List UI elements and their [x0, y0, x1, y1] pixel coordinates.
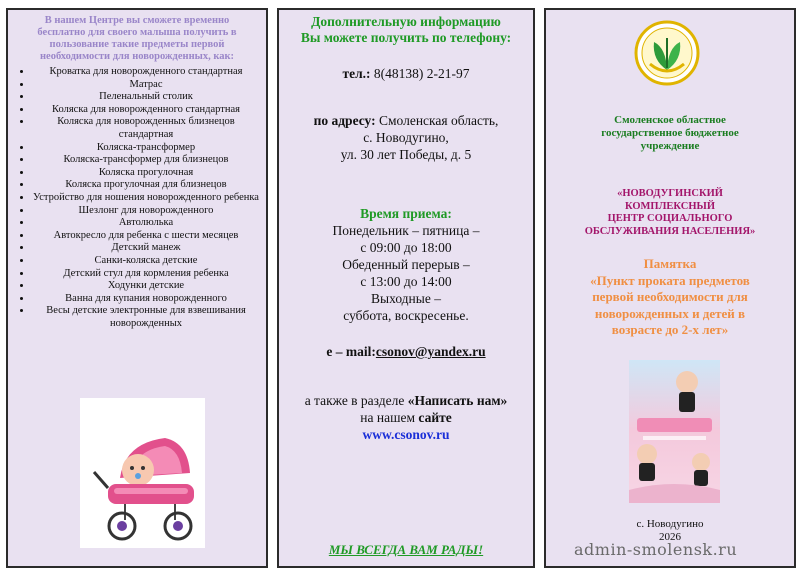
rental-item: • Автокресло для ребенка с шести месяцев: [32, 230, 260, 243]
rental-item: • Коляска для новорожденного стандартная: [32, 104, 260, 117]
center-line1: «НОВОДУГИНСКИЙ: [617, 188, 723, 199]
intro-text: В нашем Центре вы сможете временно бесплатно для своего малыша получить в пользование такие предметы первой необходимости для новорожденных, как:: [37, 15, 237, 62]
site-link[interactable]: www.csonov.ru: [362, 427, 450, 442]
footer-year: 2026: [659, 531, 681, 543]
rental-item: • Детский стул для кормления ребенка: [32, 268, 260, 281]
baby-stroller-illustration: [80, 398, 205, 548]
hours-line4: с 13:00 до 14:00: [360, 274, 452, 289]
center-line3: ЦЕНТР СОЦИАЛЬНОГО: [607, 213, 733, 224]
memo-line1: «Пункт проката предметов: [590, 272, 750, 288]
rental-item: • Коляска прогулочная: [32, 167, 260, 180]
rental-item: • Коляска для новорожденных близнецов стандартная: [32, 116, 260, 141]
center-line2: КОМПЛЕКСНЫЙ: [624, 200, 715, 212]
memo-block: [546, 256, 794, 339]
rental-item: • Коляска прогулочная для близнецов: [32, 179, 260, 192]
rental-item: • Санки-коляска детские: [32, 255, 260, 268]
hours-title: Время приема:: [360, 206, 452, 221]
memo-line2: первой необходимости для: [592, 289, 748, 304]
phone-line: [279, 65, 533, 82]
slogan: МЫ ВСЕГДА ВАМ РАДЫ!: [328, 542, 484, 557]
rental-item: • Коляска-трансформер для близнецов: [32, 154, 260, 167]
also-prefix: а также в разделе: [304, 393, 408, 408]
site-prefix: на нашем: [360, 410, 419, 425]
address-label: по адресу:: [313, 113, 376, 128]
watermark: admin-smolensk.ru: [574, 540, 738, 559]
site-word: сайте: [418, 410, 452, 425]
rental-item: • Весы детские электронные для взвешивания новорожденных: [32, 305, 260, 330]
hours-line3: Обеденный перерыв –: [342, 257, 470, 272]
email-link[interactable]: csonov@yandex.ru: [375, 344, 486, 359]
phone-value: 8(48138) 2-21-97: [370, 66, 470, 81]
right-panel: [544, 8, 796, 568]
contact-header: [279, 14, 533, 46]
write-us-block: [279, 392, 533, 443]
hours-line1: Понедельник – пятница –: [332, 223, 480, 238]
center-line4: ОБСЛУЖИВАНИЯ НАСЕЛЕНИЯ»: [584, 225, 756, 237]
org-type: [546, 114, 794, 153]
rental-item: • Коляска-трансформер: [32, 142, 260, 155]
phone-label: тел.:: [342, 66, 371, 81]
rental-item: • Пеленальный столик: [32, 91, 260, 104]
address-line1: Смоленская область,: [375, 113, 499, 128]
contact-header-line1: Дополнительную информацию: [311, 14, 501, 29]
org-line1: Смоленское областное: [614, 114, 726, 126]
middle-panel: [277, 8, 535, 568]
rental-item: • Детский манеж: [32, 242, 260, 255]
rental-item: • Кроватка для новорожденного стандартная: [32, 66, 260, 79]
rental-items-list: [8, 66, 266, 330]
rental-item: • Ходунки детские: [32, 280, 260, 293]
contact-header-line2: Вы можете получить по телефону:: [300, 30, 512, 45]
rental-item: • Матрас: [32, 79, 260, 92]
rental-item: • Ванна для купания новорожденного: [32, 293, 260, 306]
memo-title: Памятка: [643, 256, 697, 271]
rental-item: • Шезлонг для новорожденного: [32, 205, 260, 218]
hours-line2: с 09:00 до 18:00: [360, 240, 452, 255]
rental-item: • Устройство для ношения новорожденного ребенка: [32, 192, 260, 205]
write-us-link[interactable]: «Написать нам»: [407, 393, 508, 408]
email-line: [279, 343, 533, 360]
hours-line5: Выходные –: [371, 291, 441, 306]
footer-place: с. Новодугино: [636, 518, 704, 530]
boss-baby-picture: [629, 360, 720, 503]
rental-item: • Автолюлька: [32, 217, 260, 230]
left-panel: [6, 8, 268, 568]
center-name: [546, 188, 794, 238]
address-line3: ул. 30 лет Победы, д. 5: [340, 147, 472, 162]
memo-line3: новорожденных и детей в: [594, 305, 746, 321]
memo-line4: возрасте до 2-х лет»: [611, 322, 729, 337]
hours-line6: суббота, воскресенье.: [343, 308, 469, 323]
address-block: [279, 112, 533, 163]
emblem-logo: [634, 20, 700, 86]
hours-block: [279, 205, 533, 324]
org-line3: учреждение: [640, 140, 700, 152]
email-label: e – mail:: [326, 344, 376, 359]
address-line2: с. Новодугино,: [363, 130, 449, 145]
org-line2: государственное бюджетное: [601, 127, 739, 139]
